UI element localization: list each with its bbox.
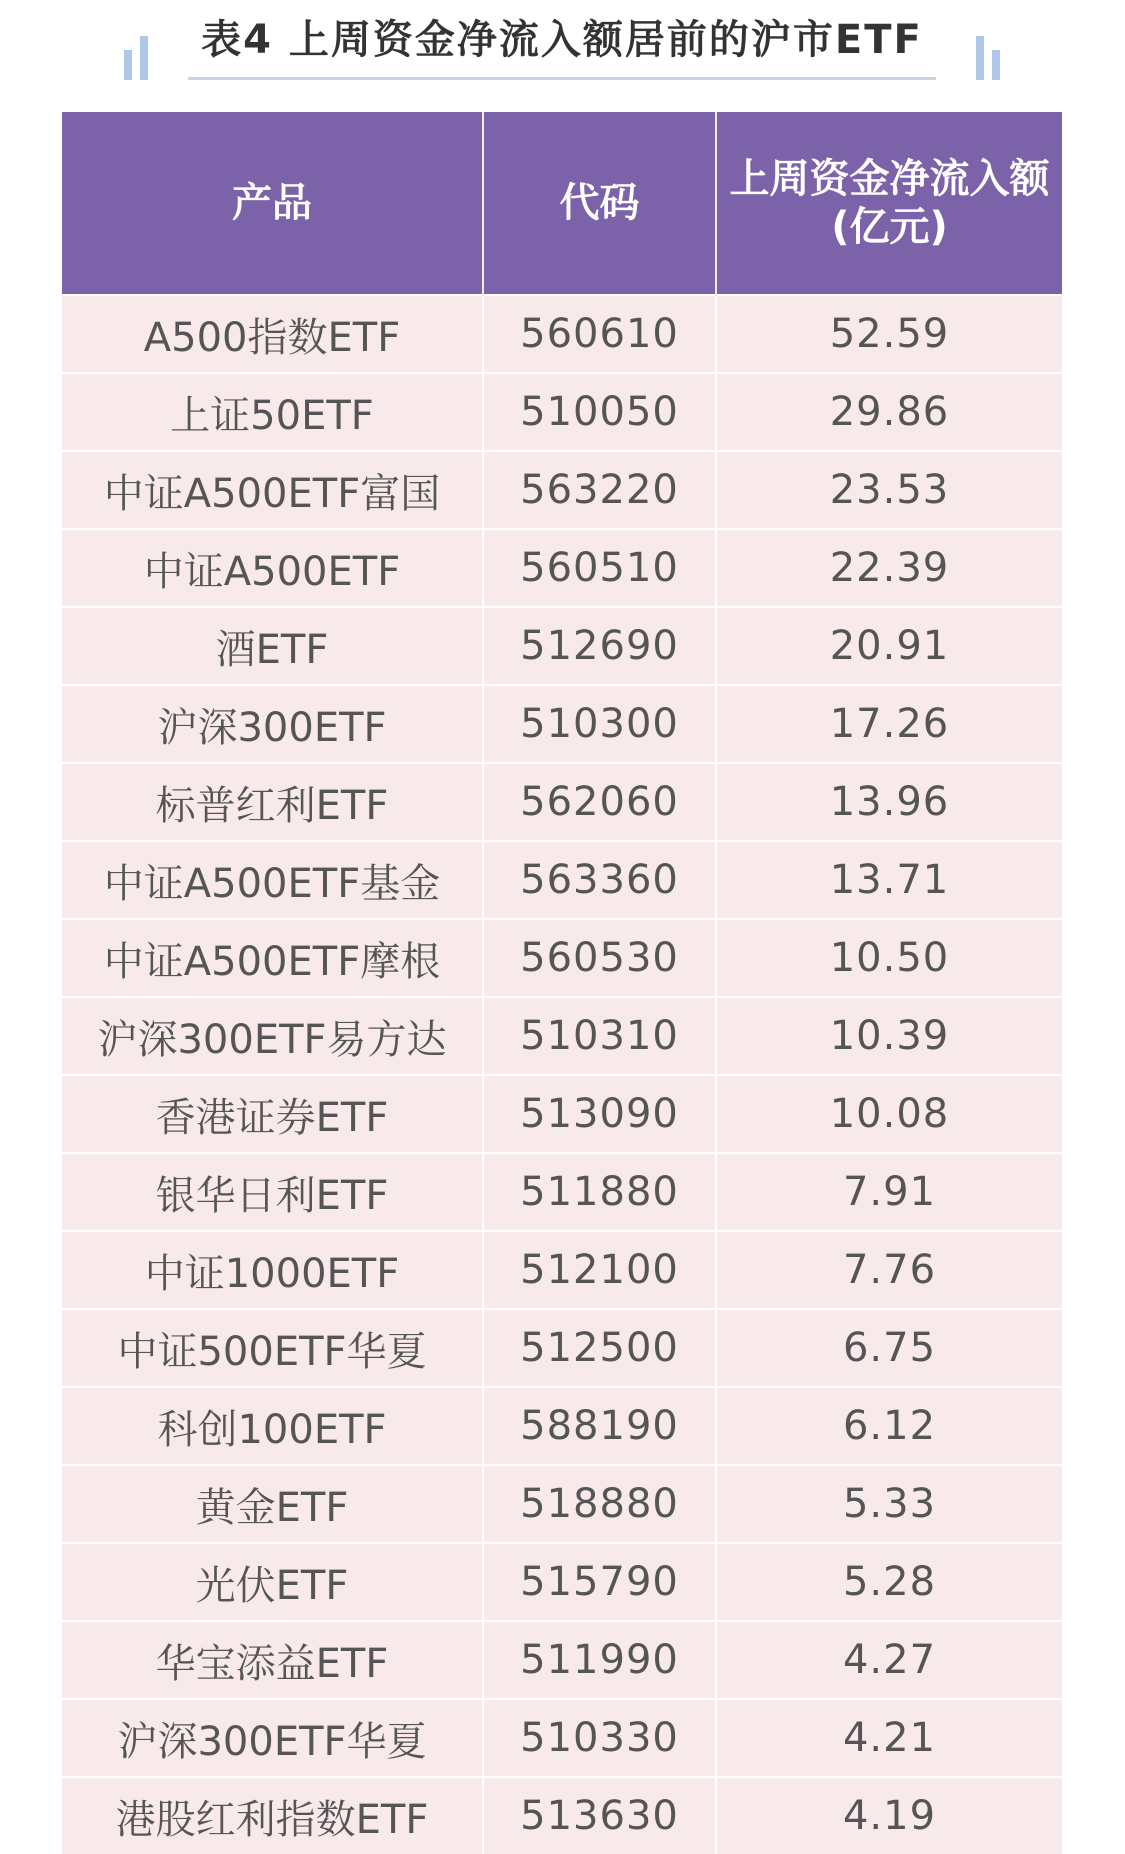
cell-net-inflow: 17.26 (716, 685, 1062, 763)
cell-code: 513090 (483, 1075, 716, 1153)
cell-net-inflow: 52.59 (716, 295, 1062, 373)
cell-net-inflow: 29.86 (716, 373, 1062, 451)
cell-net-inflow: 7.76 (716, 1231, 1062, 1309)
cell-net-inflow: 13.96 (716, 763, 1062, 841)
cell-code: 563220 (483, 451, 716, 529)
cell-product: 中证A500ETF (62, 529, 483, 607)
cell-product: 上证50ETF (62, 373, 483, 451)
cell-product: 沪深300ETF易方达 (62, 997, 483, 1075)
header-net-inflow-unit: (亿元) (831, 204, 948, 250)
cell-net-inflow: 7.91 (716, 1153, 1062, 1231)
cell-net-inflow: 5.33 (716, 1465, 1062, 1543)
header-product: 产品 (62, 112, 483, 295)
cell-code: 513630 (483, 1777, 716, 1854)
cell-code: 560610 (483, 295, 716, 373)
cell-product: 中证A500ETF富国 (62, 451, 483, 529)
cell-product: 标普红利ETF (62, 763, 483, 841)
table-row (62, 1387, 1062, 1465)
etf-inflow-table (62, 112, 1062, 1854)
cell-product: 银华日利ETF (62, 1153, 483, 1231)
cell-product: 中证1000ETF (62, 1231, 483, 1309)
cell-product: A500指数ETF (62, 295, 483, 373)
table-row (62, 295, 1062, 373)
table-row (62, 1075, 1062, 1153)
cell-net-inflow: 10.50 (716, 919, 1062, 997)
cell-code: 563360 (483, 841, 716, 919)
cell-code: 510300 (483, 685, 716, 763)
table-row (62, 1699, 1062, 1777)
table-row (62, 1621, 1062, 1699)
header-net-inflow-label: 上周资金净流入额 (729, 156, 1050, 202)
left-decoration-bar-tall (124, 50, 132, 80)
right-decoration-bar-tall (976, 36, 984, 80)
cell-product: 香港证券ETF (62, 1075, 483, 1153)
cell-code: 512690 (483, 607, 716, 685)
table-row (62, 1153, 1062, 1231)
cell-net-inflow: 10.39 (716, 997, 1062, 1075)
cell-code: 562060 (483, 763, 716, 841)
cell-code: 515790 (483, 1543, 716, 1621)
cell-product: 中证500ETF华夏 (62, 1309, 483, 1387)
table-header-row (62, 112, 1062, 295)
title-underline (188, 77, 936, 80)
cell-net-inflow: 22.39 (716, 529, 1062, 607)
table-row (62, 529, 1062, 607)
table-row (62, 919, 1062, 997)
table-row (62, 763, 1062, 841)
cell-code: 518880 (483, 1465, 716, 1543)
title-block (0, 0, 1125, 110)
table-row (62, 373, 1062, 451)
cell-net-inflow: 4.27 (716, 1621, 1062, 1699)
right-decoration-bar-short (992, 50, 1000, 80)
cell-net-inflow: 4.21 (716, 1699, 1062, 1777)
table-row (62, 1465, 1062, 1543)
table-row (62, 841, 1062, 919)
cell-product: 科创100ETF (62, 1387, 483, 1465)
cell-net-inflow: 6.12 (716, 1387, 1062, 1465)
header-net-inflow (716, 112, 1062, 295)
header-code: 代码 (483, 112, 716, 295)
cell-product: 光伏ETF (62, 1543, 483, 1621)
cell-code: 512100 (483, 1231, 716, 1309)
cell-net-inflow: 10.08 (716, 1075, 1062, 1153)
cell-net-inflow: 5.28 (716, 1543, 1062, 1621)
cell-code: 560510 (483, 529, 716, 607)
cell-product: 中证A500ETF基金 (62, 841, 483, 919)
cell-code: 511880 (483, 1153, 716, 1231)
cell-product: 中证A500ETF摩根 (62, 919, 483, 997)
cell-code: 588190 (483, 1387, 716, 1465)
table-row (62, 1543, 1062, 1621)
cell-code: 510330 (483, 1699, 716, 1777)
cell-net-inflow: 23.53 (716, 451, 1062, 529)
cell-net-inflow: 13.71 (716, 841, 1062, 919)
cell-net-inflow: 6.75 (716, 1309, 1062, 1387)
table-row (62, 451, 1062, 529)
table-body (62, 295, 1062, 1854)
table-row (62, 1309, 1062, 1387)
table-row (62, 1777, 1062, 1854)
cell-code: 511990 (483, 1621, 716, 1699)
table-row (62, 685, 1062, 763)
cell-product: 沪深300ETF (62, 685, 483, 763)
cell-net-inflow: 4.19 (716, 1777, 1062, 1854)
cell-product: 华宝添益ETF (62, 1621, 483, 1699)
table-row (62, 997, 1062, 1075)
cell-code: 560530 (483, 919, 716, 997)
table-title: 表4 上周资金净流入额居前的沪市ETF (201, 17, 923, 63)
table-row (62, 1231, 1062, 1309)
left-decoration-bar-short (140, 36, 148, 80)
cell-product: 港股红利指数ETF (62, 1777, 483, 1854)
table-row (62, 607, 1062, 685)
cell-product: 酒ETF (62, 607, 483, 685)
cell-code: 510050 (483, 373, 716, 451)
cell-code: 510310 (483, 997, 716, 1075)
cell-net-inflow: 20.91 (716, 607, 1062, 685)
cell-code: 512500 (483, 1309, 716, 1387)
cell-product: 黄金ETF (62, 1465, 483, 1543)
cell-product: 沪深300ETF华夏 (62, 1699, 483, 1777)
